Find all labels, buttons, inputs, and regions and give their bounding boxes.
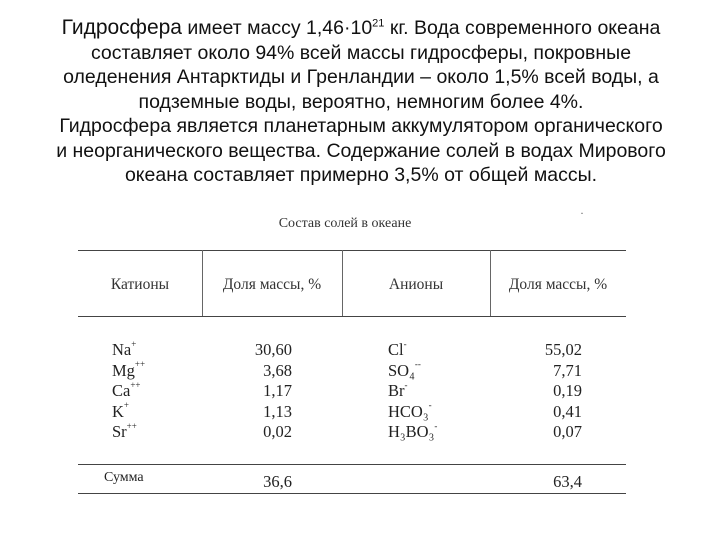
header-cation-share: Доля массы, % xyxy=(222,276,322,293)
anion-charge: - xyxy=(403,338,407,349)
header-anions: Анионы xyxy=(388,276,444,293)
anion-value: 0,19 xyxy=(553,381,582,400)
paragraph-line-7: океана составляет примерно 3,5% от общей массы. xyxy=(124,164,598,186)
line1-rest: имеет массу 1,46·10 xyxy=(182,17,373,39)
anion-symbol: H₃BO₃ xyxy=(388,422,435,441)
cation-row xyxy=(112,361,145,382)
cation-value: 1,13 xyxy=(263,401,292,421)
cation-row xyxy=(112,422,145,443)
cation-symbol: Mg xyxy=(112,360,135,380)
header-bottom-rule xyxy=(78,316,626,317)
anion-charge: - xyxy=(428,400,432,410)
cation-value: 30,60 xyxy=(254,340,292,359)
anion-charge: - xyxy=(404,379,408,390)
cation-list xyxy=(112,340,145,443)
line1-end: кг. Вода современного океана xyxy=(384,17,661,39)
cation-charge: ++ xyxy=(134,359,146,369)
cation-symbol: Na xyxy=(112,340,132,359)
cation-charge: + xyxy=(131,338,137,349)
anion-row xyxy=(388,340,437,361)
paragraph-line-1 xyxy=(30,16,692,41)
anion-charge: - xyxy=(434,420,438,431)
table-top-rule xyxy=(78,250,626,251)
intro-paragraph xyxy=(30,16,692,188)
cation-value: 3,68 xyxy=(263,360,292,380)
paragraph-line-4: подземные воды, вероятно, немногим более 4%. xyxy=(138,90,584,113)
anion-value: 7,71 xyxy=(553,360,582,380)
table-bottom-rule xyxy=(78,493,626,494)
anion-row xyxy=(388,361,437,382)
paragraph-line-2: составляет около 94% всей массы гидросферы, покровные xyxy=(90,41,632,64)
paragraph-line-3: оледенения Антарктиды и Гренландии – около 1,5% всей воды, а xyxy=(63,66,659,88)
cation-symbol: K xyxy=(112,401,124,421)
scan-speck: · xyxy=(580,206,584,220)
cation-row xyxy=(112,402,145,423)
cation-charge: ++ xyxy=(130,379,141,390)
header-cations: Катионы xyxy=(110,276,170,293)
sum-top-rule xyxy=(78,464,626,465)
anion-value: 55,02 xyxy=(544,340,582,359)
cation-row xyxy=(112,381,145,402)
anion-list xyxy=(388,340,437,443)
cation-value: 1,17 xyxy=(263,381,292,400)
cation-symbol: Sr xyxy=(112,422,127,441)
cation-value: 0,02 xyxy=(263,422,292,441)
sum-anions: 63,4 xyxy=(553,472,582,491)
anion-symbol: Br xyxy=(388,381,405,400)
anion-symbol: HCO₃ xyxy=(388,401,429,421)
cation-charge: ++ xyxy=(126,420,137,431)
header-anion-share: Доля массы, % xyxy=(508,276,608,293)
anion-charge: -- xyxy=(414,359,421,369)
sum-cations: 36,6 xyxy=(263,472,292,491)
anion-row xyxy=(388,402,437,423)
anion-value: 0,41 xyxy=(553,401,582,421)
anion-value: 0,07 xyxy=(553,422,582,441)
cation-row xyxy=(112,340,145,361)
mass-exponent: 21 xyxy=(372,17,385,30)
lead-word: Гидросфера xyxy=(61,16,182,39)
cation-charge: + xyxy=(123,400,129,410)
anion-values xyxy=(518,340,582,443)
cation-values xyxy=(228,340,292,443)
salt-composition-table xyxy=(78,250,626,494)
sum-label: Сумма xyxy=(104,470,144,485)
cation-symbol: Ca xyxy=(112,381,131,400)
anion-symbol: Cl xyxy=(388,340,404,359)
anion-row xyxy=(388,381,437,402)
anion-row xyxy=(388,422,437,443)
anion-symbol: SO₄ xyxy=(388,360,415,380)
table-title: Состав солей в океане xyxy=(278,216,412,231)
paragraph-line-5: Гидросфера является планетарным аккумулятором органического xyxy=(59,115,663,137)
paragraph-line-6: и неорганического вещества. Содержание солей в водах Мирового xyxy=(56,139,666,162)
